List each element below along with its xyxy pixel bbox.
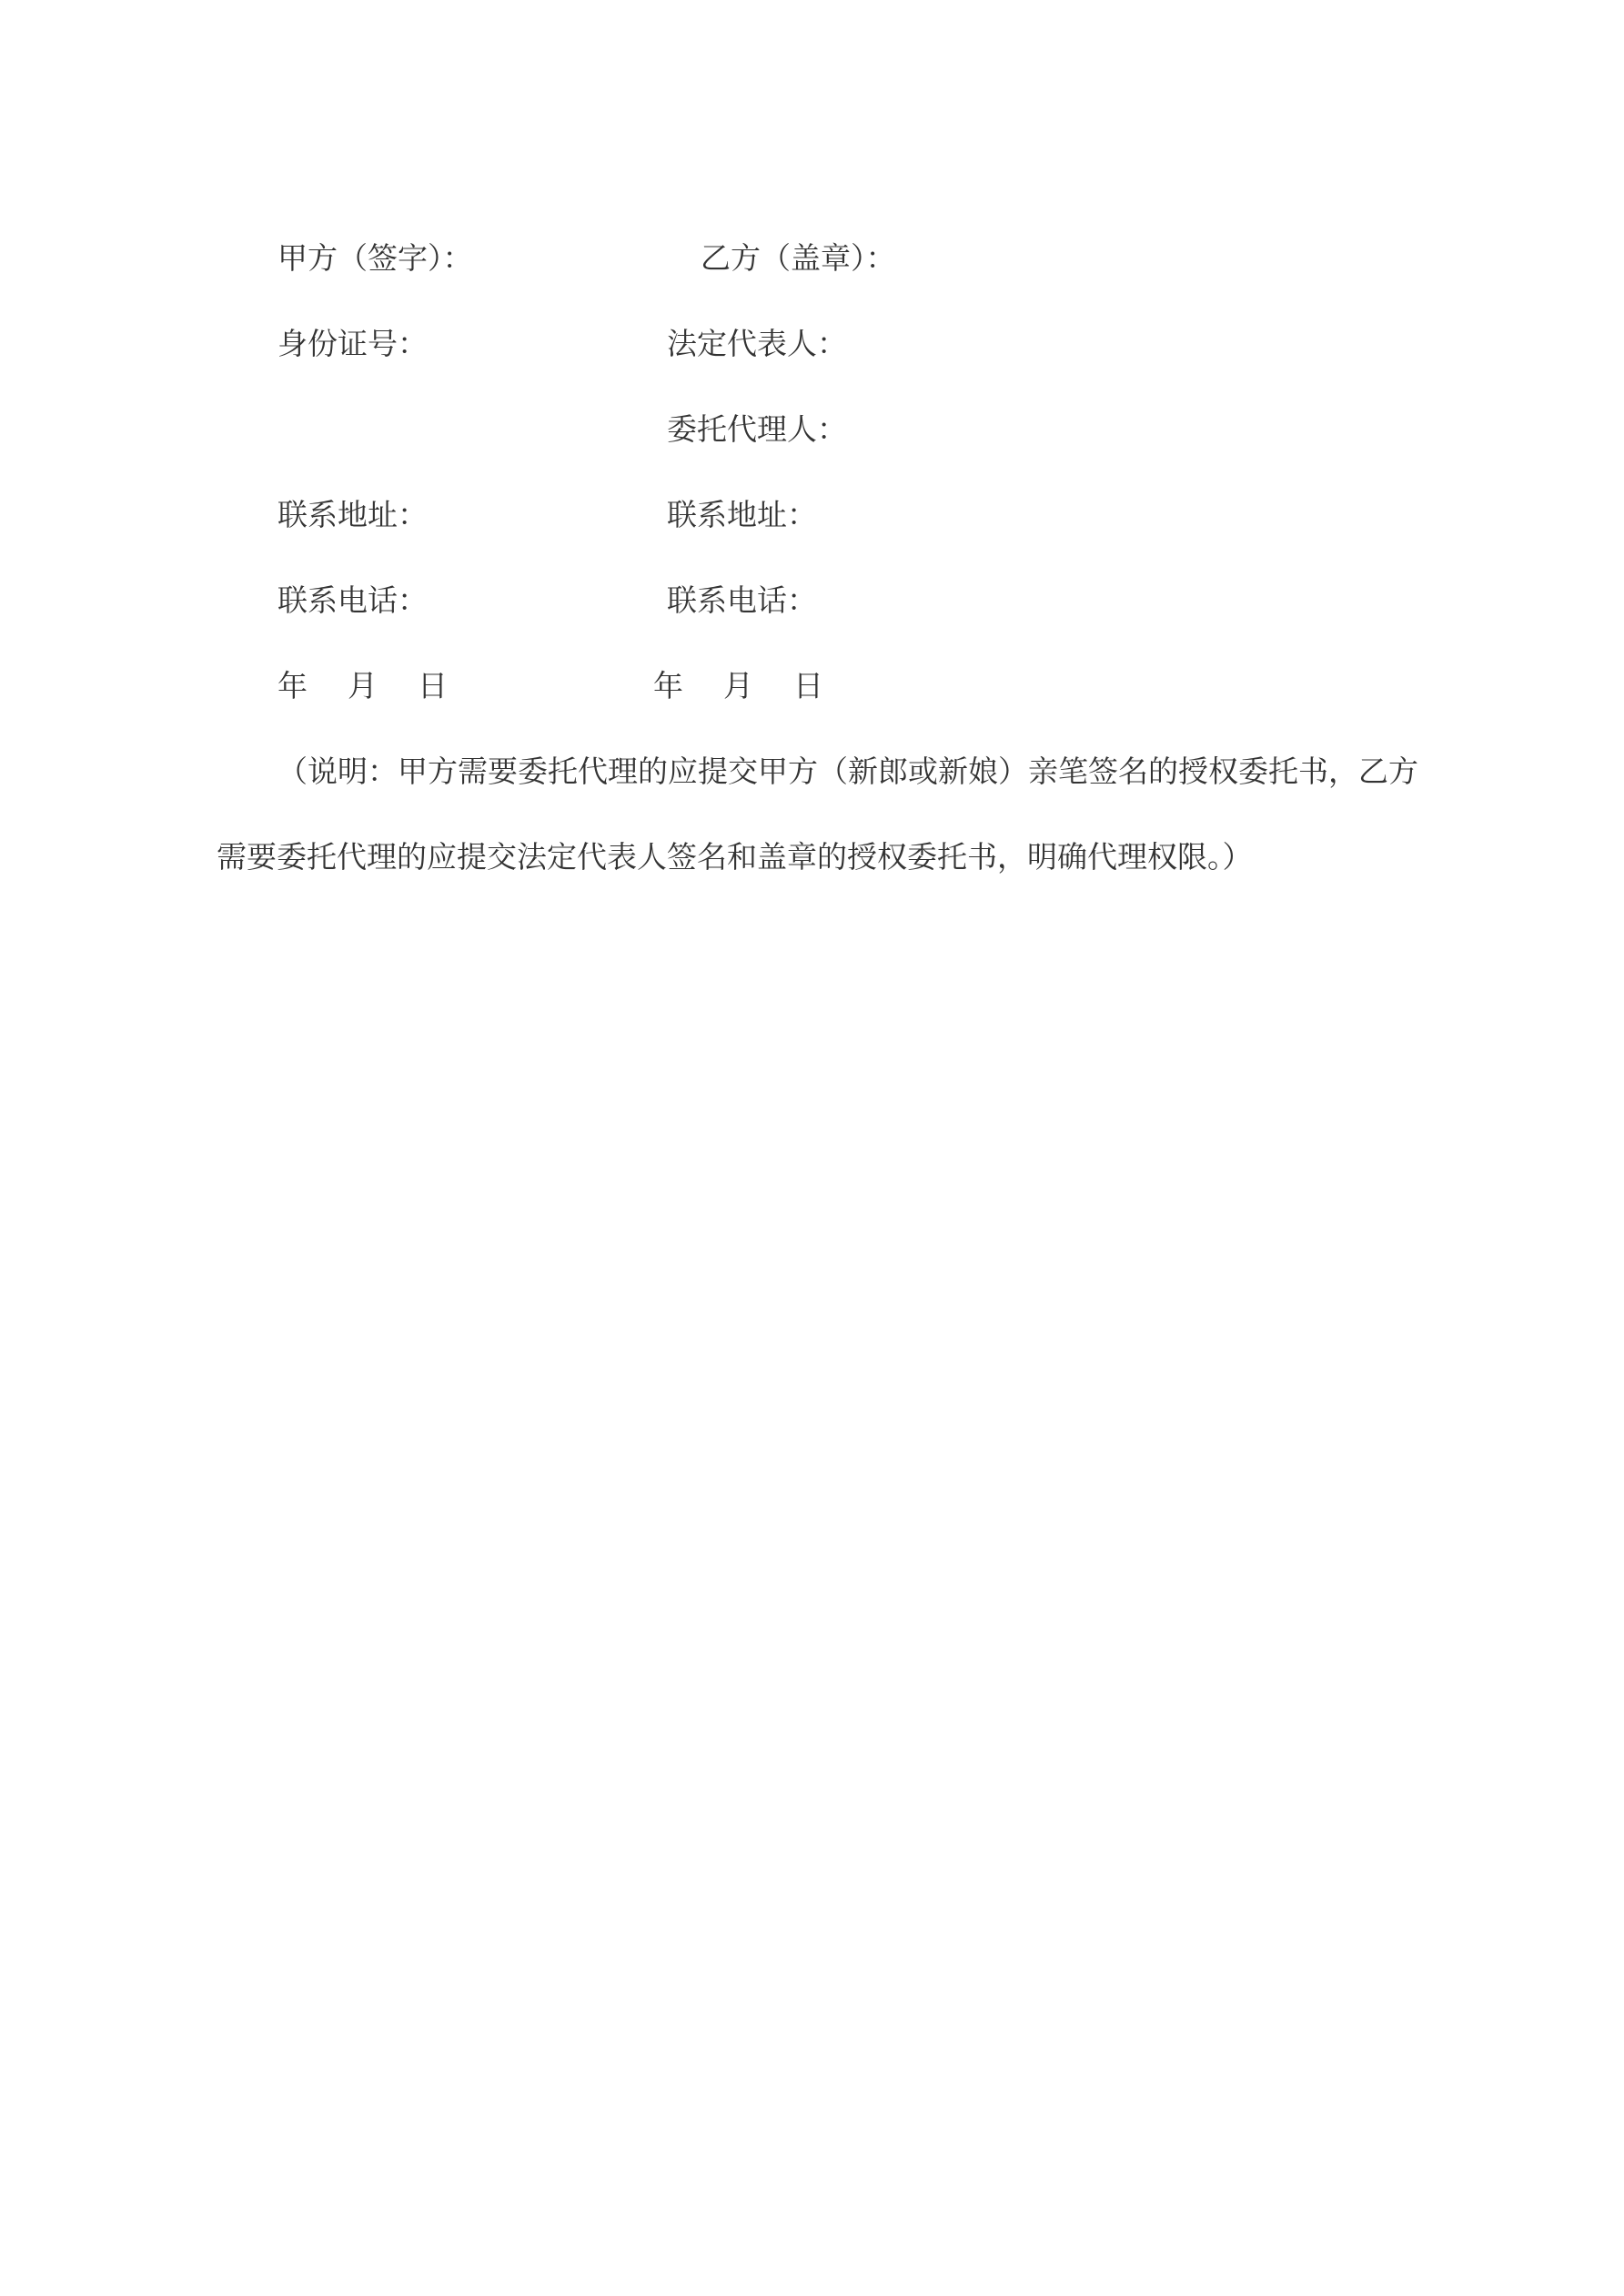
party-a-sign-label: 甲方（签字）： (277, 240, 473, 276)
party-b-date-year: 年 (653, 668, 683, 703)
party-a-date-year: 年 (277, 668, 308, 703)
party-b-address-label: 联系地址： (667, 497, 817, 532)
party-b-date-day: 日 (793, 668, 823, 703)
party-a-phone-label: 联系电话： (277, 582, 428, 618)
party-b-date-month: 月 (723, 668, 753, 703)
party-b-agent-label: 委托代理人： (667, 411, 847, 447)
party-a-id-number-label: 身份证号： (277, 326, 428, 361)
party-b-legal-rep-label: 法定代表人： (667, 326, 847, 361)
note-line-2: 需要委托代理的应提交法定代表人签名和盖章的授权委托书，明确代理权限。） (217, 839, 1253, 875)
party-b-seal-label: 乙方（盖章）： (701, 240, 896, 276)
party-a-address-label: 联系地址： (277, 497, 428, 532)
party-a-date-day: 日 (418, 668, 448, 703)
note-line-1: （说明：甲方需要委托代理的应提交甲方（新郎或新娘）亲笔签名的授权委托书，乙方 (277, 754, 1418, 789)
party-a-date (277, 668, 448, 704)
party-a-date-month: 月 (348, 668, 378, 703)
party-b-date (653, 668, 823, 704)
party-b-phone-label: 联系电话： (667, 582, 817, 618)
